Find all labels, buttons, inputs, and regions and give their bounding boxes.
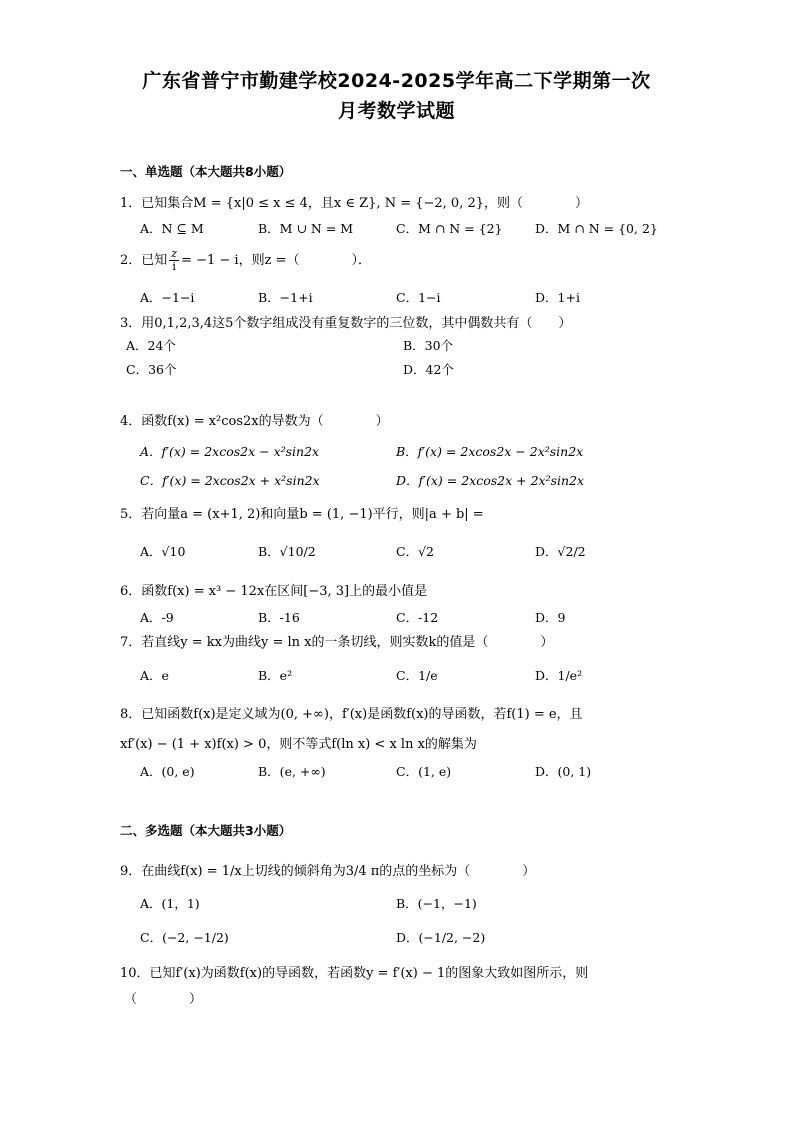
question-10-line1: 10．已知f′(x)为函数f(x)的导函数，若函数y = f′(x) − 1的图象大致如图所示，则 [120, 966, 589, 981]
q7-option-a: A．e [140, 668, 169, 683]
q3-option-b: B．30个 [403, 338, 454, 353]
question-1: 1．已知集合M = {x|0 ≤ x ≤ 4，且x ∈ Z}, N = {−2, 0, 2}，则（ ） [120, 196, 589, 211]
q5-option-b: B．√10/2 [258, 544, 316, 559]
exam-title-line1: 广东省普宁市勤建学校2024-2025学年高二下学期第一次 [142, 70, 651, 92]
q2-fraction-numerator: z [171, 247, 178, 260]
q5-option-c: C．√2 [396, 544, 434, 559]
q2-stem-post: = −1 − i，则z =（ ）． [181, 253, 371, 268]
q9-option-d: D．(−1/2, −2) [396, 930, 486, 945]
question-8-line1: 8．已知函数f(x)是定义域为(0, +∞)，f′(x)是函数f(x)的导函数，若f(1) = e，且 [120, 707, 583, 722]
question-8-line2: xf′(x) − (1 + x)f(x) > 0，则不等式f(ln x) < x ln x的解集为 [120, 737, 477, 752]
q2-fraction [169, 248, 179, 273]
q2-option-a: A．−1−i [140, 290, 195, 305]
question-2 [120, 248, 371, 273]
q2-stem-pre: 2．已知 [120, 253, 168, 268]
section-single-choice: 一、单选题（本大题共8小题） [120, 164, 292, 179]
question-7: 7．若直线y = kx为曲线y = ln x的一条切线，则实数k的值是（ ） [120, 635, 554, 650]
q8-option-c: C．(1, e) [396, 764, 452, 779]
q8-option-d: D．(0, 1) [535, 764, 592, 779]
q4-option-d: D．f′(x) = 2xcos2x + 2x²sin2x [396, 473, 585, 488]
q4-option-b: B．f′(x) = 2xcos2x − 2x²sin2x [396, 444, 584, 459]
q7-option-b: B．e² [258, 668, 293, 683]
q1-option-d: D．M ∩ N = {0, 2} [535, 221, 658, 236]
q7-option-d: D．1/e² [535, 668, 583, 683]
q2-option-d: D．1+i [535, 290, 580, 305]
q6-option-a: A．-9 [140, 610, 174, 625]
q1-option-b: B．M ∪ N = M [258, 221, 354, 236]
q2-fraction-denominator: i [172, 260, 176, 273]
q1-option-c: C．M ∩ N = {2} [396, 221, 503, 236]
q9-option-a: A．(1，1) [140, 896, 200, 911]
q6-option-c: C．-12 [396, 610, 439, 625]
q9-option-b: B．(−1，−1) [396, 896, 477, 911]
q4-option-c: C．f′(x) = 2xcos2x + x²sin2x [140, 473, 320, 488]
q6-option-b: B．-16 [258, 610, 300, 625]
question-3: 3．用0,1,2,3,4这5个数字组成没有重复数字的三位数，其中偶数共有（ ） [120, 316, 572, 331]
question-5: 5．若向量a = (x+1, 2)和向量b = (1, −1)平行，则|a + b| = [120, 507, 484, 522]
q3-option-a: A．24个 [126, 338, 176, 353]
q5-option-d: D．√2/2 [535, 544, 586, 559]
q2-option-c: C．1−i [396, 290, 441, 305]
q8-option-b: B．(e, +∞) [258, 764, 326, 779]
q3-option-c: C．36个 [126, 362, 177, 377]
q1-option-a: A．N ⊆ M [140, 221, 204, 236]
q9-option-c: C．(−2, −1/2) [140, 930, 229, 945]
q2-option-b: B．−1+i [258, 290, 313, 305]
section-multiple-choice: 二、多选题（本大题共3小题） [120, 823, 292, 838]
q8-option-a: A．(0, e) [140, 764, 195, 779]
q4-option-a: A．f′(x) = 2xcos2x − x²sin2x [140, 444, 320, 459]
exam-title-line2: 月考数学试题 [337, 100, 455, 122]
q5-option-a: A．√10 [140, 544, 186, 559]
question-9: 9．在曲线f(x) = 1/x上切线的倾斜角为3/4 π的点的坐标为（ ） [120, 864, 536, 879]
question-10-line2: （ ） [124, 992, 203, 1007]
q6-option-d: D．9 [535, 610, 566, 625]
question-4: 4．函数f(x) = x²cos2x的导数为（ ） [120, 414, 389, 429]
question-6: 6．函数f(x) = x³ − 12x在区间[−3, 3]上的最小值是 [120, 584, 428, 599]
q3-option-d: D．42个 [403, 362, 454, 377]
q7-option-c: C．1/e [396, 668, 438, 683]
